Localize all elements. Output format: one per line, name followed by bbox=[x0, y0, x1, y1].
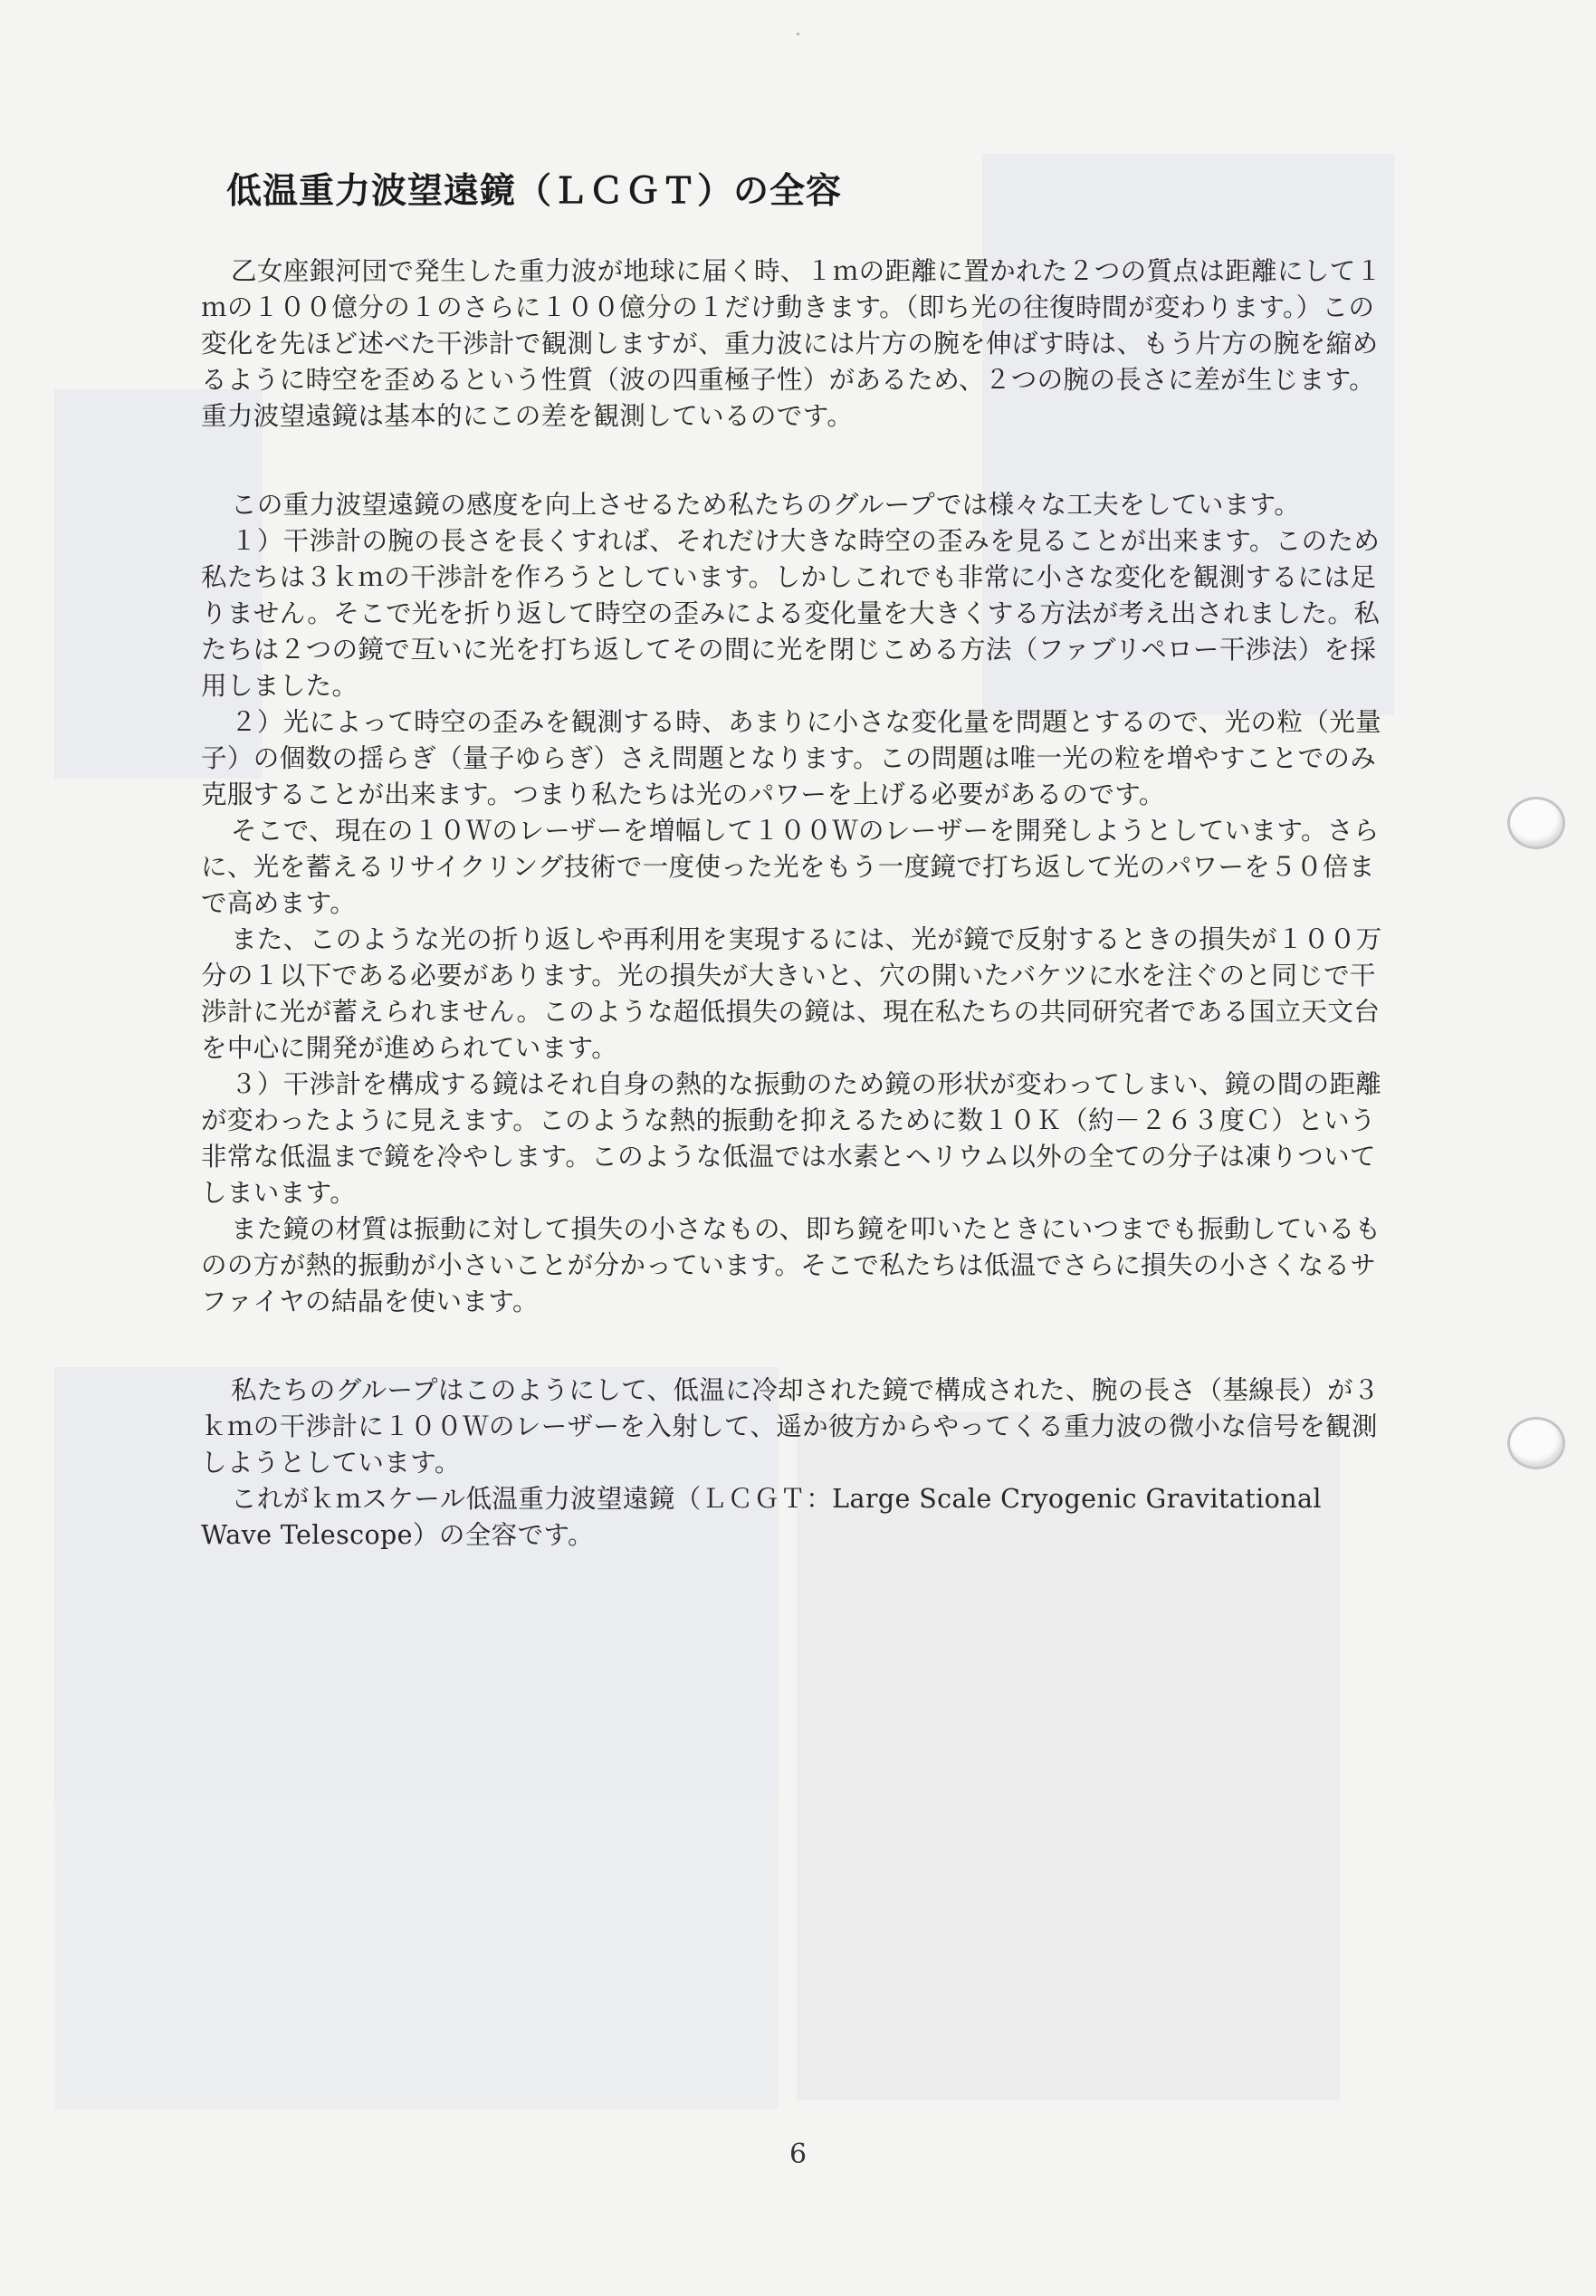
scan-speck bbox=[797, 33, 799, 35]
page-number: 6 bbox=[788, 2138, 808, 2170]
paragraph: １）干渉計の腕の長さを長くすれば、それだけ大きな時空の歪みを見ることが出来ます。このため私たちは３ｋｍの干渉計を作ろうとしています。しかしこれでも非常に小さな変化を観測するには足りません。そこで光を折り返して時空の歪みによる変化量を大きくする方法が考え出されました。私たちは２つの鏡で互いに光を打ち返してその間に光を閉じこめる方法（ファブリペロー干渉法）を採用しました。 bbox=[201, 526, 1381, 701]
paragraph: また鏡の材質は振動に対して損失の小さなもの、即ち鏡を叩いたときにいつまでも振動しているものの方が熱的振動が小さいことが分かっています。そこで私たちは低温でさらに損失の小さくなるサファイヤの結晶を使います。 bbox=[201, 1214, 1381, 1316]
show-through-shade bbox=[54, 1802, 779, 2109]
paragraph: ３）干渉計を構成する鏡はそれ自身の熱的な振動のため鏡の形状が変わってしまい、鏡の間の距離が変わったように見えます。このような熱的振動を抑えるために数１０Ｋ（約－２６３度Ｃ）という非常な低温まで鏡を冷やします。このような低温では水素とヘリウム以外の全ての分子は凍りついてしまいます。 bbox=[201, 1069, 1382, 1208]
paragraph: また、このような光の折り返しや再利用を実現するには、光が鏡で反射するときの損失が１００万分の１以下である必要があります。光の損失が大きいと、穴の開いたバケツに水を注ぐのと同じで干渉計に光が蓄えられません。このような超低損失の鏡は、現在私たちの共同研究者である国立天文台を中心に開発が進められています。 bbox=[201, 924, 1382, 1063]
paragraph-gap bbox=[201, 435, 1400, 487]
paragraph: ２）光によって時空の歪みを観測する時、あまりに小さな変化量を問題とするので、光の粒（光量子）の個数の揺らぎ（量子ゆらぎ）さえ問題となります。この問題は唯一光の粒を増やすことでのみ克服することが出来ます。つまり私たちは光のパワーを上げる必要があるのです。 bbox=[201, 707, 1382, 809]
paragraph-gap bbox=[201, 1320, 1400, 1373]
page-title: 低温重力波望遠鏡（ＬＣＧＴ）の全容 bbox=[226, 171, 843, 212]
paragraph: 私たちのグループはこのようにして、低温に冷却された鏡で構成された、腕の長さ（基線長）が３ｋｍの干渉計に１００Ｗのレーザーを入射して、遥か彼方からやってくる重力波の微小な信号を観測しようとしています。 bbox=[201, 1375, 1380, 1478]
paragraph: これがｋｍスケール低温重力波望遠鏡（ＬＣＧＴ：Large Scale Cryogenic Gravitational Wave Telescope）の全容です。 bbox=[201, 1484, 1322, 1550]
paragraph: 乙女座銀河団で発生した重力波が地球に届く時、１ｍの距離に置かれた２つの質点は距離にして１ｍの１００億分の１のさらに１００億分の１だけ動きます。（即ち光の往復時間が変わります。）この変化を先ほど述べた干渉計で観測しますが、重力波には片方の腕を伸ばす時は、もう片方の腕を縮めるように時空を歪めるという性質（波の四重極子性）があるため、２つの腕の長さに差が生じます。重力波望遠鏡は基本的にこの差を観測しているのです。 bbox=[201, 256, 1382, 431]
punch-hole bbox=[1507, 1417, 1565, 1469]
document-body bbox=[201, 163, 1400, 1554]
punch-hole bbox=[1507, 797, 1565, 849]
paragraph: この重力波望遠鏡の感度を向上させるため私たちのグループでは様々な工夫をしています。 bbox=[231, 490, 1301, 520]
paragraph: そこで、現在の１０Ｗのレーザーを増幅して１００Ｗのレーザーを開発しようとしています。さらに、光を蓄えるリサイクリング技術で一度使った光をもう一度鏡で打ち返して光のパワーを５０倍まで高めます。 bbox=[201, 816, 1380, 918]
